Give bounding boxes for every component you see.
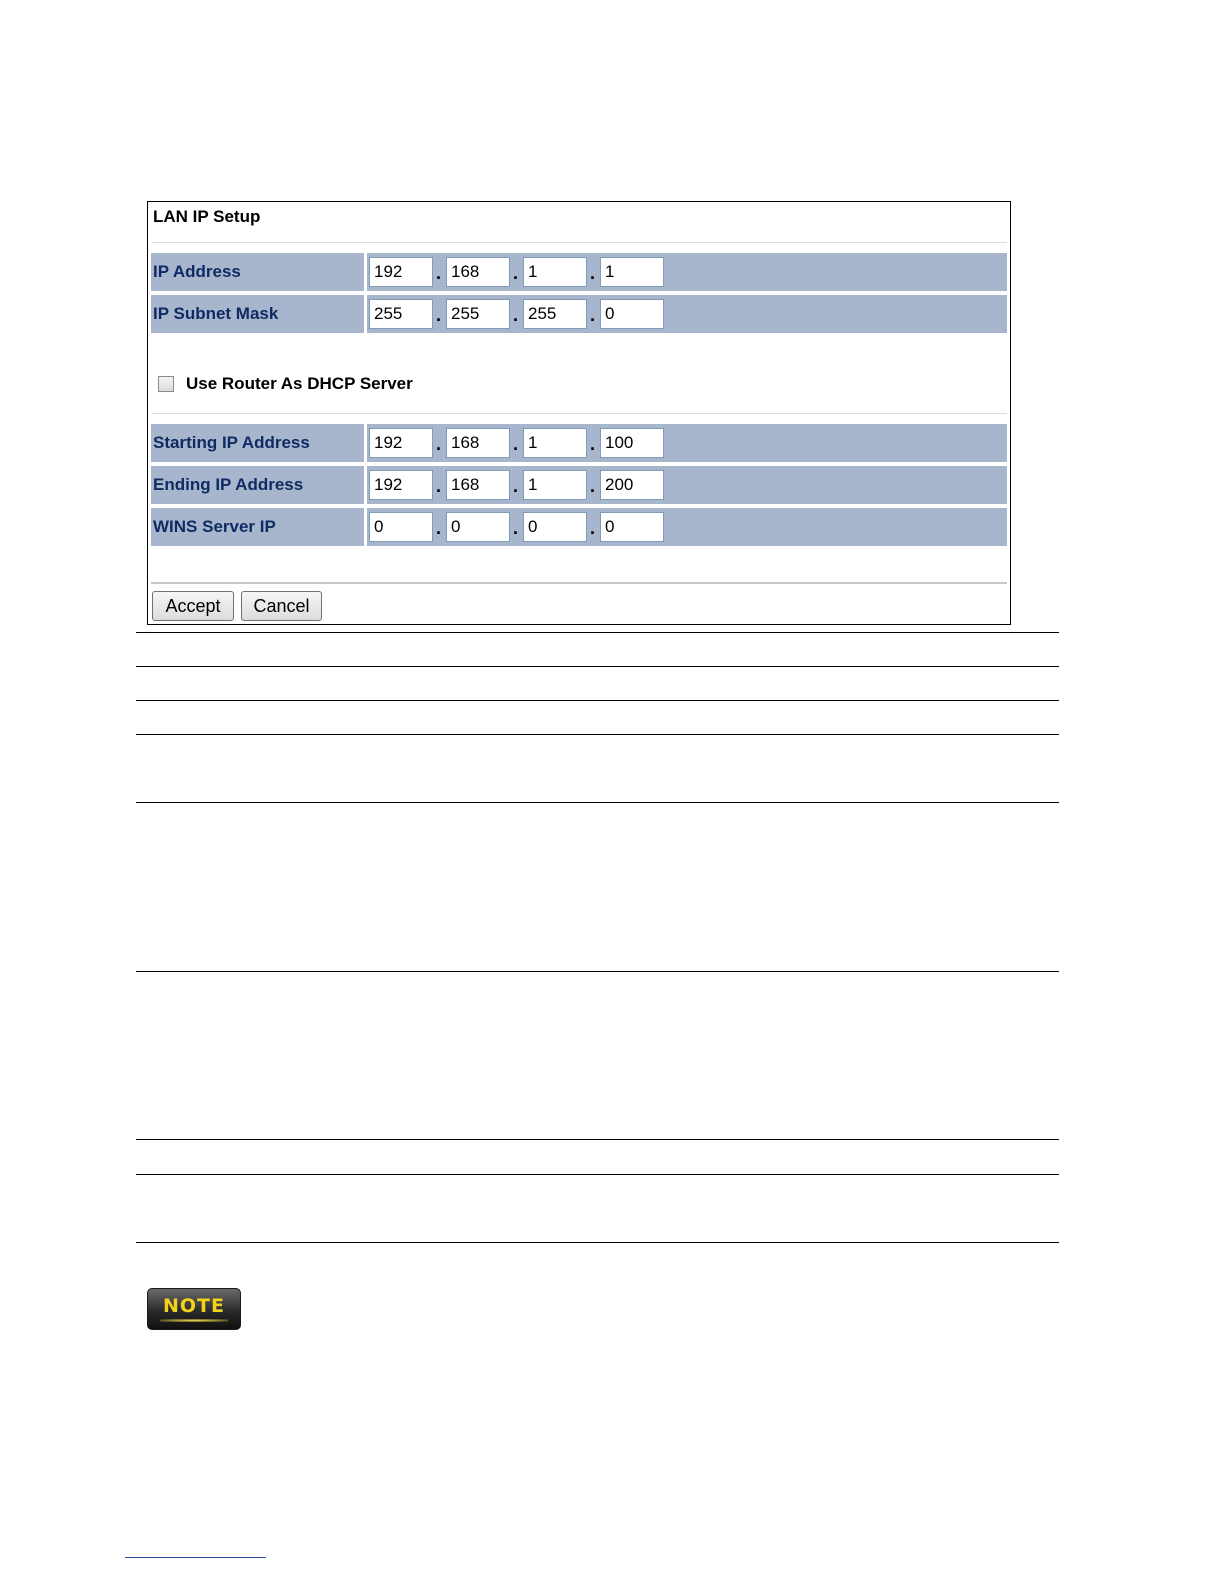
table-rule xyxy=(136,1174,1059,1175)
note-badge-text: NOTE xyxy=(163,1295,225,1317)
ending-ip-octet-4[interactable] xyxy=(600,470,664,500)
ip-address-row xyxy=(151,253,1007,291)
starting-ip-octet-1[interactable] xyxy=(369,428,433,458)
note-badge-icon xyxy=(147,1288,241,1330)
starting-ip-octet-2[interactable] xyxy=(446,428,510,458)
title-separator xyxy=(151,242,1007,243)
footer-link-underline xyxy=(125,1557,266,1558)
octet-separator: . xyxy=(513,263,519,283)
cancel-button[interactable]: Cancel xyxy=(241,591,322,621)
subnet-mask-octet-4[interactable] xyxy=(600,299,664,329)
accept-button[interactable]: Accept xyxy=(152,591,234,621)
wins-server-octet-1[interactable] xyxy=(369,512,433,542)
table-rule xyxy=(136,666,1059,667)
subnet-mask-fields xyxy=(367,295,1007,333)
wins-server-octet-4[interactable] xyxy=(600,512,664,542)
ip-address-octet-1[interactable] xyxy=(369,257,433,287)
subnet-mask-label: IP Subnet Mask xyxy=(151,295,364,333)
lan-ip-setup-panel xyxy=(147,201,1011,625)
octet-separator: . xyxy=(590,434,596,454)
table-rule xyxy=(136,734,1059,735)
octet-separator: . xyxy=(590,518,596,538)
dhcp-server-checkbox[interactable] xyxy=(158,376,174,392)
ending-ip-label: Ending IP Address xyxy=(151,466,364,504)
ip-address-octet-4[interactable] xyxy=(600,257,664,287)
ending-ip-octet-3[interactable] xyxy=(523,470,587,500)
table-rule xyxy=(136,632,1059,633)
wins-server-fields xyxy=(367,508,1007,546)
wins-server-row xyxy=(151,508,1007,546)
button-bar-separator xyxy=(151,582,1007,584)
ip-address-octet-3[interactable] xyxy=(523,257,587,287)
wins-server-label: WINS Server IP xyxy=(151,508,364,546)
starting-ip-label: Starting IP Address xyxy=(151,424,364,462)
wins-server-octet-3[interactable] xyxy=(523,512,587,542)
ip-address-fields xyxy=(367,253,1007,291)
octet-separator: . xyxy=(590,305,596,325)
starting-ip-fields xyxy=(367,424,1007,462)
ending-ip-fields xyxy=(367,466,1007,504)
octet-separator: . xyxy=(590,476,596,496)
octet-separator: . xyxy=(513,305,519,325)
subnet-mask-octet-2[interactable] xyxy=(446,299,510,329)
starting-ip-octet-4[interactable] xyxy=(600,428,664,458)
octet-separator: . xyxy=(513,518,519,538)
starting-ip-octet-3[interactable] xyxy=(523,428,587,458)
panel-title: LAN IP Setup xyxy=(153,207,261,226)
octet-separator: . xyxy=(436,476,442,496)
ending-ip-octet-2[interactable] xyxy=(446,470,510,500)
table-rule xyxy=(136,700,1059,701)
starting-ip-row xyxy=(151,424,1007,462)
ending-ip-row xyxy=(151,466,1007,504)
octet-separator: . xyxy=(436,305,442,325)
octet-separator: . xyxy=(513,476,519,496)
octet-separator: . xyxy=(513,434,519,454)
ip-address-label: IP Address xyxy=(151,253,364,291)
subnet-mask-octet-1[interactable] xyxy=(369,299,433,329)
table-rule xyxy=(136,971,1059,972)
octet-separator: . xyxy=(436,518,442,538)
subnet-mask-octet-3[interactable] xyxy=(523,299,587,329)
table-rule xyxy=(136,1242,1059,1243)
dhcp-separator xyxy=(151,413,1007,414)
octet-separator: . xyxy=(436,434,442,454)
octet-separator: . xyxy=(436,263,442,283)
note-badge-glow xyxy=(160,1319,228,1322)
ending-ip-octet-1[interactable] xyxy=(369,470,433,500)
subnet-mask-row xyxy=(151,295,1007,333)
table-rule xyxy=(136,1139,1059,1140)
octet-separator: . xyxy=(590,263,596,283)
wins-server-octet-2[interactable] xyxy=(446,512,510,542)
ip-address-octet-2[interactable] xyxy=(446,257,510,287)
table-rule xyxy=(136,802,1059,803)
dhcp-server-label: Use Router As DHCP Server xyxy=(186,374,413,393)
